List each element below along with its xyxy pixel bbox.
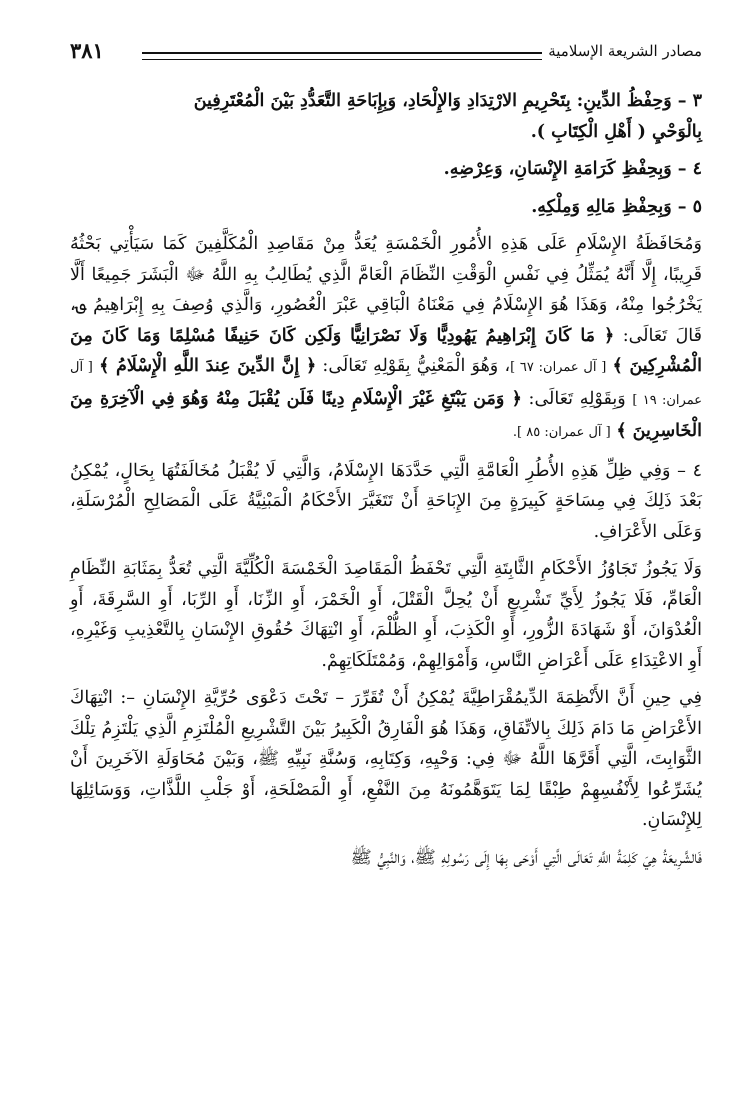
- point-religion-line-2: بِالْوَحْيِ ( أَهْلِ الْكِتَابِ ).: [530, 121, 702, 142]
- paragraph-sharia-definition: فَالشَّرِيعَةُ هِيَ كَلِمَةُ اللَّهِ تَعَالَى الَّتِي أَوْحَى بِهَا إِلَى رَسُولِهِ ﷺ، وَالنَّبِيُّ ﷺ: [350, 847, 702, 868]
- quran-quote: ﴿ إِنَّ الدِّينَ عِندَ اللَّهِ الْإِسْلَامُ ﴾: [99, 356, 317, 376]
- quran-reference: [ آل عمران: ١٩ ]: [70, 360, 702, 408]
- paragraph-text: ، وَهُوَ الْمَعْنِيُّ بِقَوْلِهِ تَعَالَى:: [322, 356, 511, 376]
- point-dignity: ٤ – وَبِحِفْظِ كَرَامَةِ الإِنْسَانِ، وَعِرْضِهِ.: [443, 159, 702, 179]
- paragraph-text: وَبِقَوْلِهِ تَعَالَى:: [528, 388, 626, 409]
- page-header: [70, 38, 702, 72]
- paragraph-frameworks: ٤ – وَفِي ظِلِّ هَذِهِ الأُطُرِ الْعَامَّةِ الَّتِي حَدَّدَهَا الإِسْلَامُ، وَالَّتِي لَا يُقْبَلُ مُخَالَفَتُهَا بِحَالٍ، يُمْكِنُ بَعْدَ ذَلِكَ فِي مِسَاحَةٍ كَبِيرَةٍ مِنَ الإِبَاحَةِ أَنْ تَتَغَيَّرَ الأَحْكَامُ الْمَبْنِيَّةُ عَلَى الْمَصَالِحِ الْمُرْسَلَةِ، وَعَلَى الأَعْرَافِ.: [70, 460, 702, 542]
- quran-quote: ﴿ مَا كَانَ إِبْرَاهِيمُ يَهُودِيًّا وَلَا نَصْرَانِيًّا وَلَكِن كَانَ حَنِيفًا مُسْلِمًا وَمَا كَانَ مِنَ الْمُشْرِكِينَ ﴾: [70, 325, 702, 376]
- paragraph-general-order: [70, 229, 702, 449]
- point-religion: [70, 86, 702, 147]
- running-title: مصادر الشريعة الإسلامية: [542, 42, 702, 60]
- quran-quote: ﴿ وَمَن يَبْتَغِ غَيْرَ الْإِسْلَامِ دِينًا فَلَن يُقْبَلَ مِنْهُ وَهُوَ فِي الْآخِرَةِ مِنَ الْخَاسِرِينَ ﴾: [70, 388, 702, 441]
- quran-reference: [ آل عمران: ٨٥ ].: [512, 425, 611, 440]
- page-number: ٣٨١: [70, 38, 104, 63]
- quran-reference: [ آل عمران: ٦٧ ]: [510, 360, 607, 375]
- page-body: [70, 86, 702, 873]
- point-property: ٥ – وَبِحِفْظِ مَالِهِ وَمِلْكِهِ.: [531, 196, 702, 217]
- book-page: [70, 38, 702, 880]
- point-religion-line-1: ٣ – وَحِفْظُ الدِّينِ: بِتَحْرِيمِ الارْتِدَادِ وَالإِلْحَادِ، وَبِإِبَاحَةِ التَّعَدُّدِ بَيْنَ الْمُعْتَرِفِينَ: [193, 91, 702, 111]
- paragraph-fixed-rulings: وَلَا يَجُوزُ تَجَاوُزُ الأَحْكَامِ الثَّابِتَةِ الَّتِي تَحْفَظُ الْمَقَاصِدَ الْخَمْسَةَ الْكُلِّيَّةَ الَّتِي تُعَدُّ بِمَثَابَةِ النِّظَامِ الْعَامِّ، فَلَا يَجُوزُ لِأَيِّ تَشْرِيعٍ أَنْ يُحِلَّ الْقَتْلَ، أَوِ الْخَمْرَ، أَوِ الزِّنَا، أَوِ الرِّبَا، أَوِ السَّرِقَةَ، أَوِ الْعُدْوَانَ، أَوْ شَهَادَةَ الزُّورِ، أَوِ الْكَذِبَ، أَوِ الظُّلْمَ، أَوِ انْتِهَاكَ حُقُوقِ الإِنْسَانِ بِالتَّعْذِيبِ وَغَيْرِهِ، أَوِ الاعْتِدَاءِ عَلَى أَعْرَاضِ النَّاسِ، وَأَمْوَالِهِمْ، وَمُمْتَلَكَاتِهِمْ.: [70, 559, 702, 671]
- paragraph-democratic-systems: فِي حِينِ أَنَّ الأَنْظِمَةَ الدِّيمُقْرَاطِيَّةَ يُمْكِنُ أَنْ تُقَرِّرَ – تَحْتَ دَعْوَى حُرِّيَّةِ الإِنْسَانِ –: انْتِهَاكَ الأَعْرَاضِ مَا دَامَ ذَلِكَ بِالاتِّفَاقِ، وَهَذَا هُوَ الْفَارِقُ الْكَبِيرُ بَيْنَ التَّشْرِيعِ الْمُلْتَزِمِ الَّذِي يَلْتَزِمُ تِلْكَ الثَّوَابِتَ، الَّتِي أَقَرَّهَا اللَّهُ ﷻ فِي: وَحْيِهِ، وَكِتَابِهِ، وَسُنَّةِ نَبِيِّهِ ﷺ، وَبَيْنَ مُحَاوَلَةِ الآخَرِينَ أَنْ يُشَرِّعُوا لِأَنْفُسِهِمْ طِبْقًا لِمَا يَتَوَهَّمُونَهُ مِنَ النَّفْعِ، أَوِ الْمَصْلَحَةِ، أَوْ جَلْبِ اللَّذَّاتِ، وَوَسَائِلِهَا لِلإِنْسَانِ.: [70, 688, 702, 830]
- paragraph-text: وَمُحَافَظَةُ الإِسْلَامِ عَلَى هَذِهِ الأُمُورِ الْخَمْسَةِ يُعَدُّ مِنْ مَقَاصِدِ الْمُكَلَّفِينَ كَمَا سَيَأْتِي بَحْثُهُ قَرِيبًا، إِلَّا أَنَّهُ يُمَثِّلُ فِي نَفْسِ الْوَقْتِ النِّظَامَ الْعَامَّ الَّذِي يُطَالِبُ بِهِ اللَّهُ ﷻ الْبَشَرَ جَمِيعًا أَلَّا يَخْرُجُوا مِنْهُ، وَهَذَا هُوَ الإِسْلَامُ فِي مَعْنَاهُ الْبَاقِي عَبْرَ الْعُصُورِ، وَالَّذِي وُصِفَ بِهِ إِبْرَاهِيمُ ؈، قَالَ تَعَالَى:: [70, 234, 702, 346]
- header-rule: [142, 52, 552, 60]
